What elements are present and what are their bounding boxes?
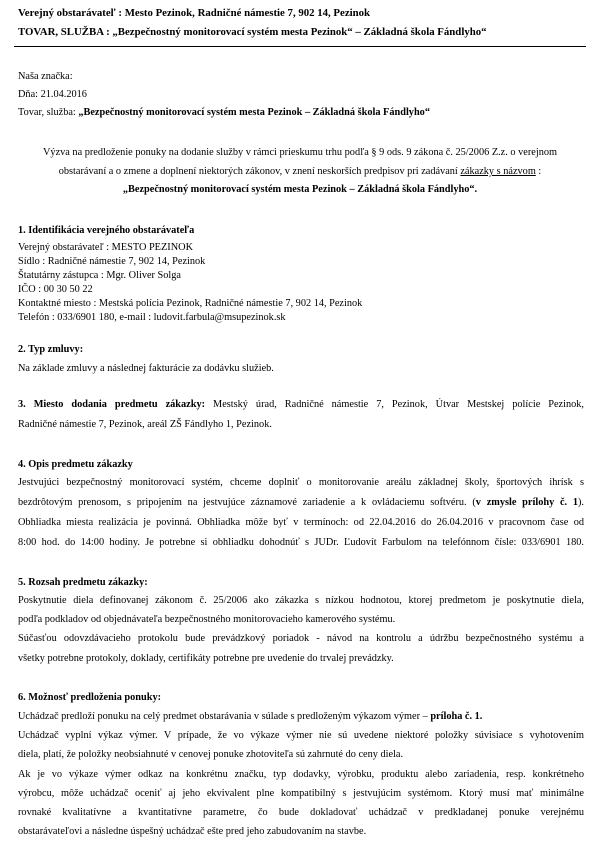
subject-label: Tovar, služba: <box>18 107 79 118</box>
header-subject: TOVAR, SLUŽBA : „Bezpečnostný monitorovací systém mesta Pezinok“ – Základná škola Fándlyho“ <box>18 26 487 38</box>
section-5-title: 5. Rozsah predmetu zákazky: <box>18 577 148 588</box>
section-3-title: 3. Miesto dodania predmetu zákazky: <box>18 399 206 410</box>
s5-line-3: Súčasťou odovzdávacieho protokolu bude prevádzkový poriadok - návod na kontrolu a údržbu bezpečnostného systému a <box>18 633 584 644</box>
s6-line-3: diela, platí, že položky neobsiahnuté v cenovej ponuke zhotoviteľa sú zahrnuté do ceny diela. <box>18 749 404 760</box>
our-reference: Naša značka: <box>18 71 73 82</box>
s4-line-3: Obhliadka miesta realizácia je povinná. Obhliadka môže byť v termínoch: od 22.04.2016 do 26.04.2016 v pracovnom čase od <box>18 517 584 528</box>
section-2-title: 2. Typ zmluvy: <box>18 344 84 355</box>
s4-tail: ). <box>578 497 584 508</box>
s4-text: bezdrôtovým prenosom, s pripojením na jestvujúce záznamové zariadenie a k ovládaciemu softvéru. ( <box>18 497 476 508</box>
s3-line-1 <box>18 398 584 412</box>
date: Dňa: 21.04.2016 <box>18 89 87 100</box>
s4-appendix-ref: v zmysle prílohy č. 1 <box>475 497 578 508</box>
s1-seat: Sídlo : Radničné námestie 7, 902 14, Pezinok <box>18 256 206 267</box>
s6-appendix-ref: príloha č. 1. <box>430 711 483 722</box>
intro-line-3: „Bezpečnostný monitorovací systém mesta Pezinok – Základná škola Fándlyho“. <box>122 184 478 195</box>
intro-line-1: Výzva na predloženie ponuky na dodanie služby v rámci prieskumu trhu podľa § 9 ods. 9 zákona č. 25/2006 Z.z. o verejnom <box>42 147 558 158</box>
intro-text: obstarávaní a o zmene a doplnení niektorých zákonov, v znení neskorších predpisov pri zadávaní <box>58 166 461 177</box>
intro-underlined: zákazky s názvom <box>460 166 536 177</box>
s3-line-2: Radničné námestie 7, Pezinok, areál ZŠ Fándlyho 1, Pezinok. <box>18 419 272 430</box>
s6-line-4: Ak je vo výkaze výmer odkaz na konkrétnu značku, typ dodavky, výrobku, produktu alebo zariadenia, resp. konkrétneho <box>18 769 584 780</box>
section-4-title: 4. Opis predmetu zákazky <box>18 459 133 470</box>
subject-line <box>18 106 430 120</box>
header-divider <box>14 46 586 47</box>
s1-authority: Verejný obstarávateľ : MESTO PEZINOK <box>18 242 194 253</box>
s4-line-1: Jestvujúci bezpečnostný monitorovací systém, chceme doplniť o monitorovanie areálu základnej školy, športových ihrísk s <box>18 477 584 488</box>
s5-line-1: Poskytnutie diela definovanej zákonom č. 25/2006 ako zákazka s nízkou hodnotou, ktorej predmetom je poskytnutie diela, <box>18 595 584 606</box>
intro-colon: : <box>535 166 542 177</box>
s1-ico: IČO : 00 30 50 22 <box>18 284 93 295</box>
s3-text: Mestský úrad, Radničné námestie 7, Pezinok, Útvar Mestskej polície Pezinok, <box>205 399 584 410</box>
s6-line-6: rovnaké kvalitatívne a kvantitatívne parametre, čo bude dokladovať uchádzač v predkladanej ponuke verejnému <box>18 807 584 818</box>
s6-line-7: obstarávateľovi a následne úspešný uchádzač ešte pred jeho zabudovaním na stavbe. <box>18 826 367 837</box>
intro-line-2 <box>0 165 600 179</box>
header-contracting-authority: Verejný obstarávateľ : Mesto Pezinok, Radničné námestie 7, 902 14, Pezinok <box>18 7 371 19</box>
s2-text: Na základe zmluvy a následnej fakturácie za dodávku služieb. <box>18 363 274 374</box>
s1-representative: Štatutárny zástupca : Mgr. Oliver Solga <box>18 270 182 281</box>
s5-line-2: podľa podkladov od objednávateľa bezpečnostného monitorovacieho kamerového systému. <box>18 614 396 625</box>
s4-line-4: 8:00 hod. do 14:00 hodiny. Je potrebne si obhliadku dohodnúť s JUDr. Ľudovít Farbulom na telefónnom čísle: 033/6901 180. <box>18 537 584 548</box>
s6-line-5: výrobcu, môže uchádzač oceniť aj jeho ekvivalent plne kompatibilný s jestvujúcim systémom. Ktorý musí mať minimálne <box>18 788 584 799</box>
subject-value: „Bezpečnostný monitorovací systém mesta Pezinok – Základná škola Fándlyho“ <box>78 107 430 118</box>
s1-contact-place: Kontaktné miesto : Mestská polícia Pezinok, Radničné námestie 7, 902 14, Pezinok <box>18 298 363 309</box>
s5-line-4: všetky potrebne protokoly, doklady, certifikáty potrebne pre uvedenie do trvalej prevádzky. <box>18 653 394 664</box>
s4-line-2 <box>18 496 584 510</box>
section-6-title: 6. Možnosť predloženia ponuky: <box>18 692 162 703</box>
s6-text: Uchádzač predloží ponuku na celý predmet obstarávania v súlade s predloženým výkazom výmer – <box>18 711 431 722</box>
s6-line-1 <box>18 710 482 724</box>
s1-phone-email: Telefón : 033/6901 180, e-mail : ludovit.farbula@msupezinok.sk <box>18 312 286 323</box>
s6-line-2: Uchádzač vyplní výkaz výmer. V prípade, že vo výkaze výmer nie sú uvedene niektoré položky súvisiace s vyhotovením <box>18 730 584 741</box>
section-1-title: 1. Identifikácia verejného obstarávateľa <box>18 225 195 236</box>
